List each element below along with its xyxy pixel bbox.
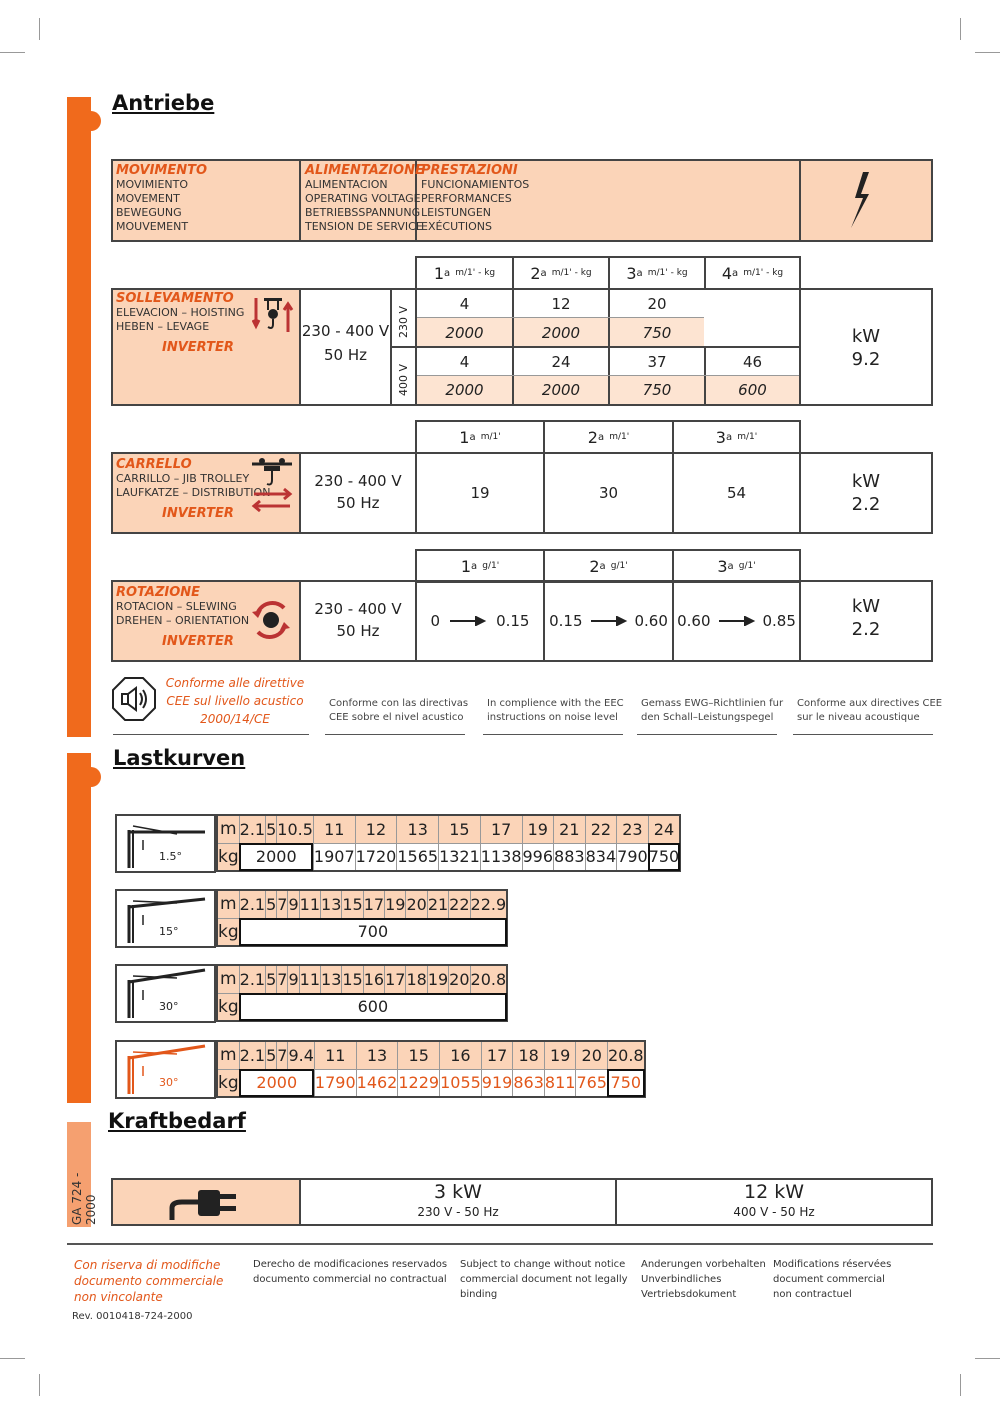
hoist-400-load-1: 2000 bbox=[445, 381, 484, 399]
radius-value: 5 bbox=[266, 965, 277, 993]
load-value: 863 bbox=[513, 1069, 545, 1097]
radius-unit: m bbox=[217, 1041, 239, 1069]
load-value: 919 bbox=[481, 1069, 513, 1097]
radius-value: 22 bbox=[585, 815, 617, 843]
trolley-kw-value: 2.2 bbox=[851, 493, 881, 515]
hoist-230-load-3: 750 bbox=[642, 323, 672, 342]
hoist-col-2: 2 a m/1' - kg bbox=[530, 263, 592, 283]
hoist-230v-label: 230 V bbox=[397, 305, 410, 338]
crop-mark bbox=[0, 1358, 25, 1359]
radius-value: 21 bbox=[427, 890, 448, 918]
radius-value: 16 bbox=[440, 1041, 482, 1069]
crop-mark bbox=[960, 18, 961, 40]
radius-value: 11 bbox=[299, 965, 320, 993]
hoist-230-speed-2: 12 bbox=[551, 294, 571, 313]
hoist-400-speed-1: 4 bbox=[459, 352, 470, 371]
footer-es: Derecho de modificaciones reservados documento commercial no contractual bbox=[253, 1259, 448, 1285]
noise-es: Conforme con las directivas CEE sobre el nivel acustico bbox=[329, 698, 469, 723]
radius-value: 19 bbox=[544, 1041, 576, 1069]
radius-value: 5 bbox=[266, 815, 277, 843]
crane-diagram bbox=[115, 1040, 216, 1099]
radius-value: 17 bbox=[480, 815, 522, 843]
radius-value: 5 bbox=[266, 890, 277, 918]
slew-col-3: 3 a g/1' bbox=[717, 556, 756, 576]
slew-speed-2: 0.15 0.60 bbox=[549, 612, 668, 630]
crop-mark bbox=[975, 52, 1000, 53]
radius-value: 2.1 bbox=[239, 815, 265, 843]
revision-code: Rev. 0010418-724-2000 bbox=[72, 1311, 193, 1322]
hoist-frequency: 50 Hz bbox=[323, 346, 367, 364]
hoist-400-load-4: 600 bbox=[738, 381, 767, 399]
trolley-kw-unit: kW bbox=[851, 470, 881, 492]
radius-value: 12 bbox=[355, 815, 397, 843]
power-12kw: 12 kW bbox=[743, 1181, 804, 1203]
crop-mark bbox=[975, 1358, 1000, 1359]
noise-en: In complience with the EEC instructions on noise level bbox=[487, 698, 624, 723]
radius-value: 9 bbox=[288, 890, 299, 918]
footer-it: Con riserva di modifiche documento commerciale non vincolante bbox=[74, 1258, 224, 1304]
radius-value: 22.9 bbox=[470, 890, 507, 918]
crop-mark bbox=[39, 18, 40, 40]
slew-speed-1: 0 0.15 bbox=[430, 612, 530, 630]
load-value: 750 bbox=[648, 843, 680, 871]
load-unit: kg bbox=[217, 993, 239, 1021]
radius-value: 20.8 bbox=[470, 965, 507, 993]
hoist-kw-unit: kW bbox=[851, 325, 881, 347]
radius-value: 11 bbox=[299, 890, 320, 918]
load-value: 700 bbox=[239, 918, 507, 946]
radius-unit: m bbox=[217, 965, 239, 993]
load-value: 1565 bbox=[397, 843, 439, 871]
radius-value: 7 bbox=[277, 1041, 288, 1069]
radius-value: 15 bbox=[342, 890, 363, 918]
trolley-speed-1: 19 bbox=[470, 484, 490, 502]
footer-fr: Modifications réservées document commercial non contractuel bbox=[773, 1259, 892, 1300]
load-value: 1790 bbox=[314, 1069, 356, 1097]
plug-icon bbox=[168, 1184, 240, 1222]
load-value: 1321 bbox=[439, 843, 481, 871]
load-value: 790 bbox=[617, 843, 649, 871]
jib-angle: 30° bbox=[159, 1076, 179, 1089]
load-table bbox=[216, 889, 508, 947]
load-value: 1138 bbox=[480, 843, 522, 871]
slew-col-2: 2 a g/1' bbox=[589, 556, 628, 576]
load-value: 1229 bbox=[398, 1069, 440, 1097]
trolley-icon bbox=[250, 456, 294, 514]
radius-unit: m bbox=[217, 890, 239, 918]
radius-value: 13 bbox=[356, 1041, 398, 1069]
footer-en: Subject to change without notice commercial document not legally binding bbox=[460, 1259, 628, 1300]
hoist-400-load-3: 750 bbox=[642, 381, 672, 399]
radius-value: 18 bbox=[406, 965, 427, 993]
radius-value: 23 bbox=[617, 815, 649, 843]
radius-value: 15 bbox=[398, 1041, 440, 1069]
load-unit: kg bbox=[217, 843, 239, 871]
side-code: GA 724 - 2000 bbox=[70, 1172, 98, 1225]
crop-mark bbox=[960, 1374, 961, 1396]
load-value: 1055 bbox=[440, 1069, 482, 1097]
trolley-voltage: 230 - 400 V bbox=[314, 472, 402, 490]
hoist-230-load-2: 2000 bbox=[541, 323, 581, 342]
header-voltage: ALIMENTAZIONE ALIMENTACION OPERATING VOLTAGE BETRIEBSSPANNUNG TENSION DE SERVICE bbox=[305, 163, 424, 233]
jib-angle: 30° bbox=[159, 1000, 179, 1013]
power-3kw: 3 kW bbox=[434, 1181, 482, 1203]
load-value: 750 bbox=[607, 1069, 644, 1097]
hoist-kw-value: 9.2 bbox=[851, 348, 881, 370]
hoist-col-3: 3 a m/1' - kg bbox=[626, 263, 688, 283]
trolley-speed-3: 54 bbox=[726, 484, 747, 502]
crane-diagram bbox=[115, 814, 216, 873]
noise-it: Conforme alle direttive CEE sul livello acustico 2000/14/CE bbox=[165, 676, 305, 726]
trolley-label: CARRELLO CARRILLO – JIB TROLLEY LAUFKATZE – DISTRIBUTION INVERTER bbox=[116, 457, 271, 521]
hoist-400-load-2: 2000 bbox=[541, 381, 581, 399]
load-table bbox=[216, 1040, 646, 1098]
radius-value: 18 bbox=[513, 1041, 545, 1069]
crop-mark bbox=[0, 52, 25, 53]
load-unit: kg bbox=[217, 918, 239, 946]
section-title-kraftbedarf: Kraftbedarf bbox=[108, 1109, 246, 1133]
slew-col-1: 1 a g/1' bbox=[460, 556, 500, 576]
radius-value: 10.5 bbox=[277, 815, 314, 843]
trolley-frequency: 50 Hz bbox=[336, 494, 380, 512]
radius-value: 11 bbox=[314, 1041, 356, 1069]
hoist-col-1: 1 a m/1' - kg bbox=[433, 263, 496, 283]
trolley-col-3: 3 a m/1' bbox=[715, 427, 758, 447]
hoist-230-load-1: 2000 bbox=[445, 323, 484, 342]
slew-kw-value: 2.2 bbox=[851, 618, 881, 640]
lightning-icon bbox=[843, 170, 873, 232]
slew-speed-3: 0.60 0.85 bbox=[677, 612, 796, 630]
hoist-400-speed-2: 24 bbox=[551, 352, 571, 371]
radius-value: 19 bbox=[522, 815, 554, 843]
noise-fr: Conforme aux directives CEE sur le niveau acoustique bbox=[797, 698, 943, 723]
radius-value: 9 bbox=[288, 965, 299, 993]
load-value: 811 bbox=[544, 1069, 576, 1097]
hoist-voltage: 230 - 400 V bbox=[301, 322, 390, 340]
radius-value: 19 bbox=[385, 890, 406, 918]
slew-label: ROTAZIONE ROTACION – SLEWING DREHEN – ORIENTATION INVERTER bbox=[116, 585, 250, 649]
noise-de: Gemass EWG–Richtlinien fur den Schall–Leistungspegel bbox=[641, 698, 784, 723]
jib-angle: 1.5° bbox=[159, 850, 182, 863]
load-value: 600 bbox=[239, 993, 507, 1021]
load-value: 2000 bbox=[239, 843, 313, 871]
radius-value: 15 bbox=[439, 815, 481, 843]
load-value: 996 bbox=[522, 843, 554, 871]
radius-value: 20 bbox=[576, 1041, 608, 1069]
footer-de: Anderungen vorbehalten Unverbindliches Vertriebsdokument bbox=[641, 1259, 766, 1300]
radius-value: 13 bbox=[397, 815, 439, 843]
jib-angle: 15° bbox=[159, 925, 179, 938]
load-value: 1907 bbox=[313, 843, 355, 871]
trolley-col-2: 2 a m/1' bbox=[587, 427, 630, 447]
load-unit: kg bbox=[217, 1069, 239, 1097]
radius-value: 20 bbox=[449, 965, 470, 993]
radius-value: 22 bbox=[449, 890, 470, 918]
hoist-icon bbox=[252, 296, 294, 336]
load-value: 1720 bbox=[355, 843, 397, 871]
hoist-230-speed-1: 4 bbox=[459, 294, 470, 313]
load-value: 1462 bbox=[356, 1069, 398, 1097]
power-3kw-supply: 230 V - 50 Hz bbox=[417, 1205, 499, 1219]
crane-diagram bbox=[115, 964, 216, 1023]
hoist-230-speed-3: 20 bbox=[647, 294, 667, 313]
radius-value: 13 bbox=[321, 890, 342, 918]
radius-value: 24 bbox=[648, 815, 680, 843]
hoist-400v-label: 400 V bbox=[397, 363, 410, 396]
radius-value: 13 bbox=[321, 965, 342, 993]
header-performance: PRESTAZIONI FUNCIONAMIENTOS PERFORMANCES LEISTUNGEN EXÉCUTIONS bbox=[421, 163, 530, 233]
radius-value: 16 bbox=[363, 965, 384, 993]
rotation-icon bbox=[250, 598, 292, 642]
radius-value: 2.1 bbox=[239, 890, 265, 918]
trolley-speed-2: 30 bbox=[598, 484, 619, 502]
radius-value: 19 bbox=[427, 965, 448, 993]
section-title-antriebe: Antriebe bbox=[112, 91, 215, 115]
hoist-col-4: 4 a m/1' - kg bbox=[721, 263, 784, 283]
crane-diagram bbox=[115, 889, 216, 948]
radius-value: 15 bbox=[342, 965, 363, 993]
radius-value: 21 bbox=[554, 815, 586, 843]
load-value: 2000 bbox=[239, 1069, 314, 1097]
slew-frequency: 50 Hz bbox=[336, 622, 380, 640]
radius-value: 17 bbox=[481, 1041, 513, 1069]
load-value: 883 bbox=[554, 843, 586, 871]
load-value: 834 bbox=[585, 843, 617, 871]
slew-voltage: 230 - 400 V bbox=[314, 600, 402, 618]
section-bar bbox=[67, 97, 91, 737]
crop-mark bbox=[39, 1374, 40, 1396]
trolley-col-1: 1 a m/1' bbox=[459, 427, 501, 447]
footer-divider bbox=[67, 1243, 933, 1245]
radius-unit: m bbox=[217, 815, 239, 843]
radius-value: 20.8 bbox=[607, 1041, 644, 1069]
section-title-lastkurven: Lastkurven bbox=[113, 746, 246, 770]
hoist-400-speed-4: 46 bbox=[742, 352, 763, 371]
load-table bbox=[216, 964, 508, 1022]
radius-value: 2.1 bbox=[239, 1041, 265, 1069]
radius-value: 17 bbox=[363, 890, 384, 918]
section-bar bbox=[67, 753, 91, 1103]
hoist-400-speed-3: 37 bbox=[647, 352, 667, 371]
hoist-label: SOLLEVAMENTO ELEVACION – HOISTING HEBEN – LEVAGE INVERTER bbox=[116, 291, 245, 355]
radius-value: 11 bbox=[313, 815, 355, 843]
radius-value: 17 bbox=[385, 965, 406, 993]
power-12kw-supply: 400 V - 50 Hz bbox=[733, 1205, 815, 1219]
radius-value: 5 bbox=[266, 1041, 277, 1069]
noise-icon bbox=[111, 676, 157, 722]
radius-value: 20 bbox=[406, 890, 427, 918]
radius-value: 7 bbox=[277, 965, 288, 993]
header-movement: MOVIMENTO MOVIMIENTO MOVEMENT BEWEGUNG MOUVEMENT bbox=[116, 163, 208, 233]
load-value: 765 bbox=[576, 1069, 608, 1097]
radius-value: 9.4 bbox=[288, 1041, 314, 1069]
slew-kw-unit: kW bbox=[851, 595, 881, 617]
radius-value: 7 bbox=[277, 890, 288, 918]
radius-value: 2.1 bbox=[239, 965, 265, 993]
load-table bbox=[216, 814, 681, 872]
